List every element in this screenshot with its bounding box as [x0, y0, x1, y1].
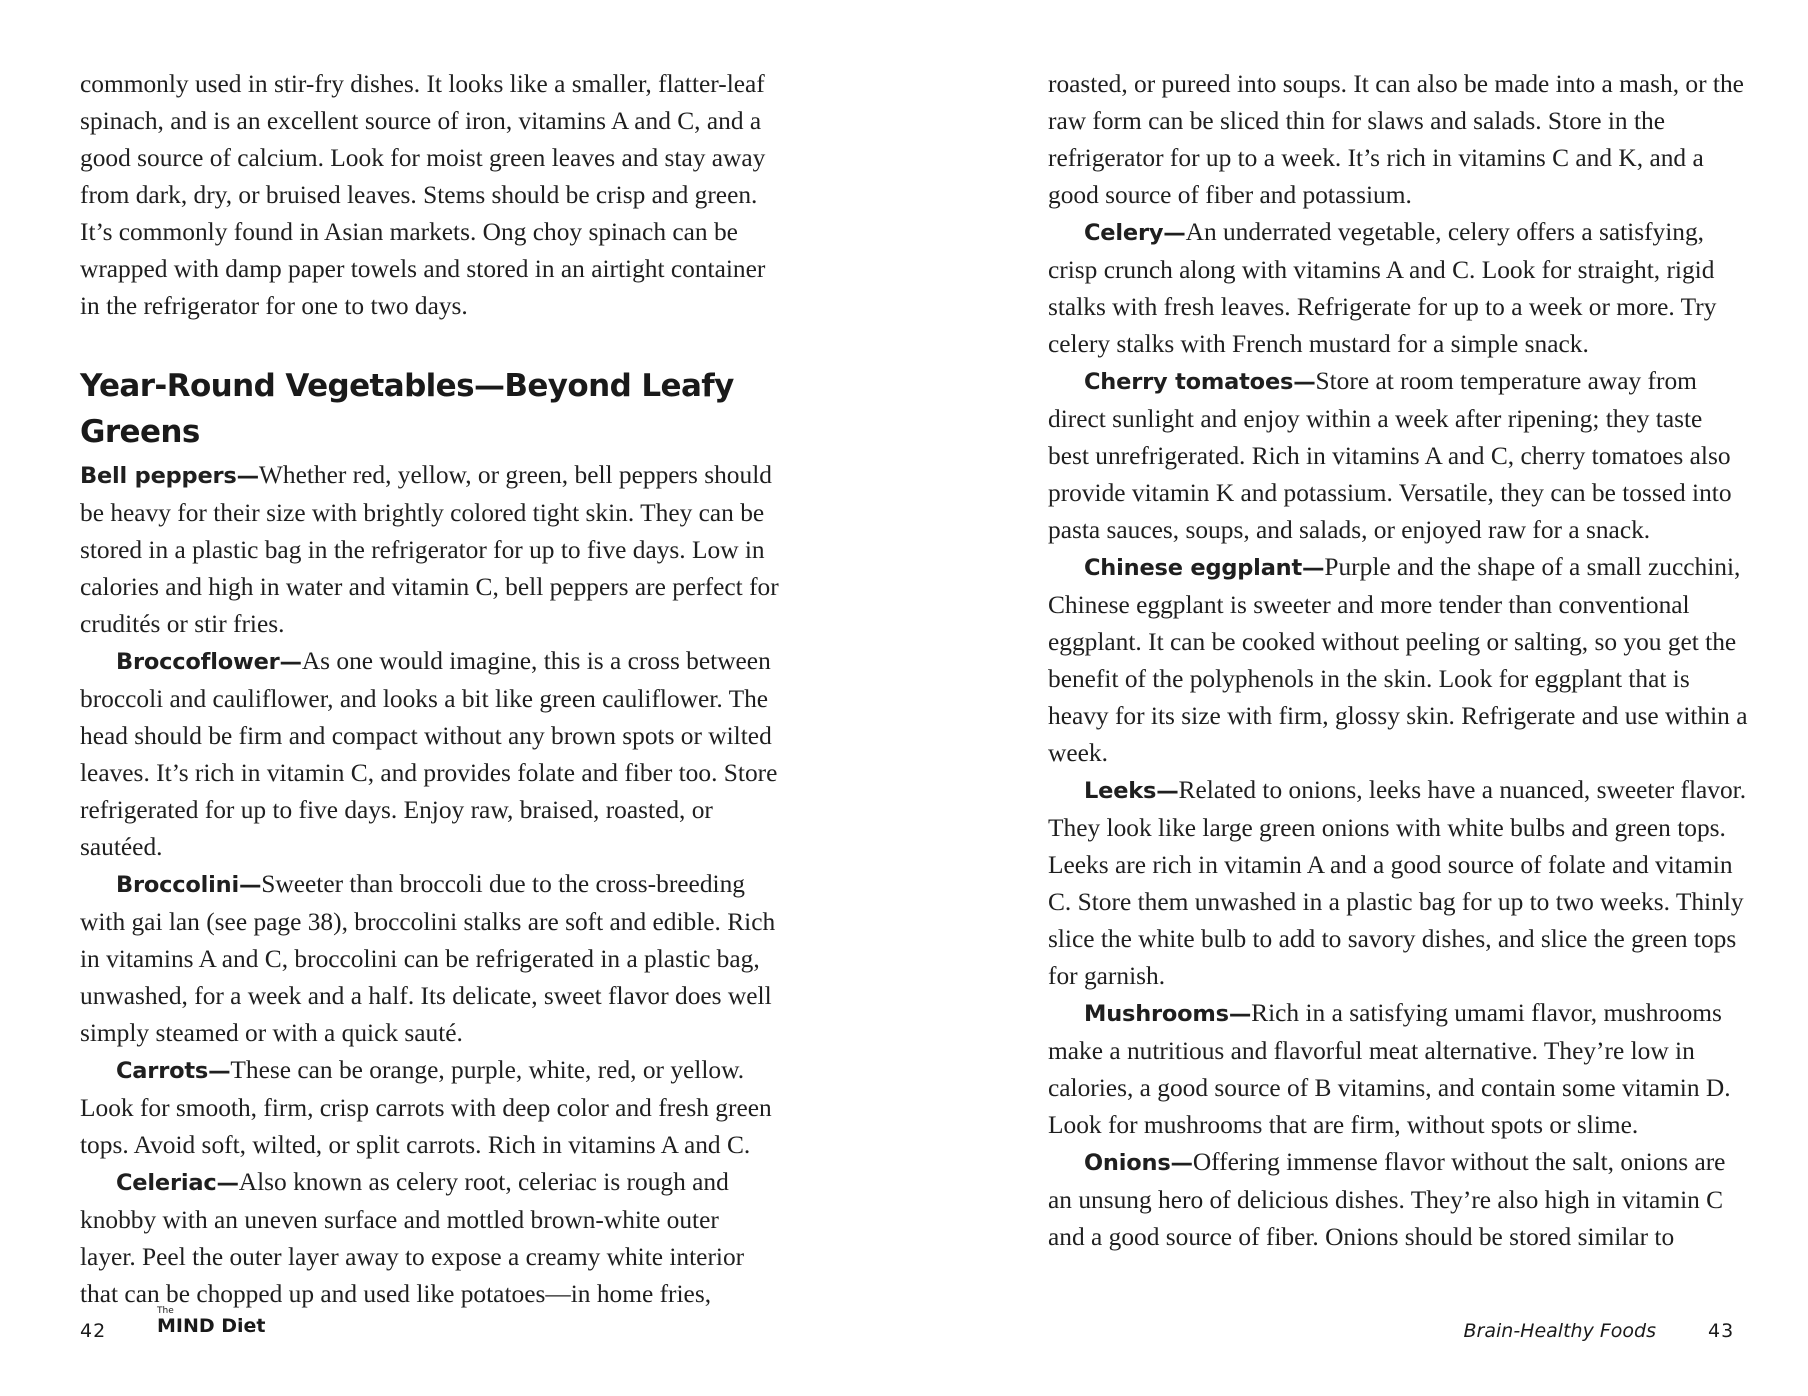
entry-term: Chinese eggplant—	[1084, 555, 1325, 581]
entry-text: Related to onions, leeks have a nuanced, sweeter flavor. They look like large green onions with white bulbs and green tops. Leeks are rich in vitamin A and a good source of folate and vitamin C. Store them unwashed in a plastic bag for up to two weeks. Thinly slice the white bulb to add to savory dishes, and slice the green tops for garnish.	[1048, 776, 1747, 990]
entry-carrots	[80, 1052, 780, 1164]
book-title-logo	[157, 1306, 266, 1336]
entry-text: An underrated vegetable, celery offers a satisfying, crisp crunch along with vitamins A and C. Look for straight, rigid stalks with fresh leaves. Refrigerate for up to a week or more. Try celery stalks with French mustard for a simple snack.	[1048, 218, 1717, 358]
continued-paragraph: commonly used in stir-fry dishes. It looks like a smaller, flatter-leaf spinach, and is an excellent source of iron, vitamins A and C, and a good source of calcium. Look for moist green leaves and stay away from dark, dry, or bruised leaves. Stems should be crisp and green. It’s commonly found in Asian markets. Ong choy spinach can be wrapped with damp paper towels and stored in an airtight container in the refrigerator for one to two days.	[80, 70, 766, 320]
entry-term: Celery—	[1084, 220, 1186, 246]
entry-leeks	[1048, 772, 1748, 995]
entry-term: Leeks—	[1084, 778, 1179, 804]
entry-text: Purple and the shape of a small zucchini, Chinese eggplant is sweeter and more tender than conventional eggplant. It can be cooked without peeling or salting, so you get the benefit of the polyphenols in the skin. Look for eggplant that is heavy for its size with firm, glossy skin. Refrigerate and use within a week.	[1048, 553, 1748, 767]
entry-term: Broccoflower—	[116, 649, 302, 675]
entry-cherry-tomatoes	[1048, 363, 1748, 549]
entry-bell-peppers	[80, 457, 780, 643]
entry-broccoflower	[80, 643, 780, 866]
book-title-small: The	[157, 1306, 174, 1316]
continued-paragraph: roasted, or pureed into soups. It can also be made into a mash, or the raw form can be sliced thin for slaws and salads. Store in the refrigerator for up to a week. It’s rich in vitamins C and K, and a good source of fiber and potassium.	[1048, 70, 1744, 209]
entry-text: Sweeter than broccoli due to the cross-breeding with gai lan (see page 38), broccolini stalks are soft and edible. Rich in vitamins A and C, broccolini can be refrigerated in a plastic bag, unwashed, for a week and a half. Its delicate, sweet flavor does well simply steamed or with a quick sauté.	[80, 870, 776, 1047]
book-title: MIND Diet	[157, 1315, 266, 1337]
entry-mushrooms	[1048, 995, 1748, 1144]
entry-broccolini	[80, 866, 780, 1052]
entry-text: Whether red, yellow, or green, bell peppers should be heavy for their size with brightly colored tight skin. They can be stored in a plastic bag in the refrigerator for up to five days. Low in calories and high in water and vitamin C, bell peppers are perfect for crudités or stir fries.	[80, 461, 779, 638]
entry-term: Bell peppers—	[80, 463, 259, 489]
entry-text: Rich in a satisfying umami flavor, mushrooms make a nutritious and flavorful meat alternative. They’re low in calories, a good source of B vitamins, and contain some vitamin D. Look for mushrooms that are firm, without spots or slime.	[1048, 999, 1731, 1139]
entry-celery	[1048, 214, 1748, 363]
entry-text: As one would imagine, this is a cross between broccoli and cauliflower, and looks a bit like green cauliflower. The head should be firm and compact without any brown spots or wilted leaves. It’s rich in vitamin C, and provides folate and fiber too. Store refrigerated for up to five days. Enjoy raw, braised, roasted, or sautéed.	[80, 647, 778, 861]
entry-celeriac	[80, 1164, 780, 1313]
entry-term: Carrots—	[116, 1058, 231, 1084]
right-page	[1048, 66, 1748, 1256]
entry-term: Mushrooms—	[1084, 1001, 1252, 1027]
entry-term: Cherry tomatoes—	[1084, 369, 1316, 395]
page-number-left: 42	[80, 1320, 107, 1342]
entry-chinese-eggplant	[1048, 549, 1748, 772]
left-page	[80, 66, 780, 1313]
entry-term: Celeriac—	[116, 1170, 239, 1196]
running-head: Brain-Healthy Foods	[1463, 1320, 1656, 1342]
entry-text: Store at room temperature away from direct sunlight and enjoy within a week after ripening; they taste best unrefrigerated. Rich in vitamins A and C, cherry tomatoes also provide vitamin K and potassium. Versatile, they can be tossed into pasta sauces, soups, and salads, or enjoyed raw for a snack.	[1048, 367, 1732, 544]
page-number-right: 43	[1708, 1320, 1735, 1342]
entry-text: Also known as celery root, celeriac is rough and knobby with an uneven surface and mottled brown-white outer layer. Peel the outer layer away to expose a creamy white interior that can be chopped up and used like potatoes—in home fries,	[80, 1168, 745, 1308]
entry-onions	[1048, 1144, 1748, 1256]
entry-term: Broccolini—	[116, 872, 262, 898]
section-heading: Year-Round Vegetables—Beyond Leafy Greens	[80, 368, 734, 450]
entry-text: These can be orange, purple, white, red, or yellow. Look for smooth, firm, crisp carrots with deep color and fresh green tops. Avoid soft, wilted, or split carrots. Rich in vitamins A and C.	[80, 1056, 772, 1159]
entry-text: Offering immense flavor without the salt, onions are an unsung hero of delicious dishes. They’re also high in vitamin C and a good source of fiber. Onions should be stored similar to	[1048, 1148, 1726, 1251]
entry-term: Onions—	[1084, 1150, 1193, 1176]
